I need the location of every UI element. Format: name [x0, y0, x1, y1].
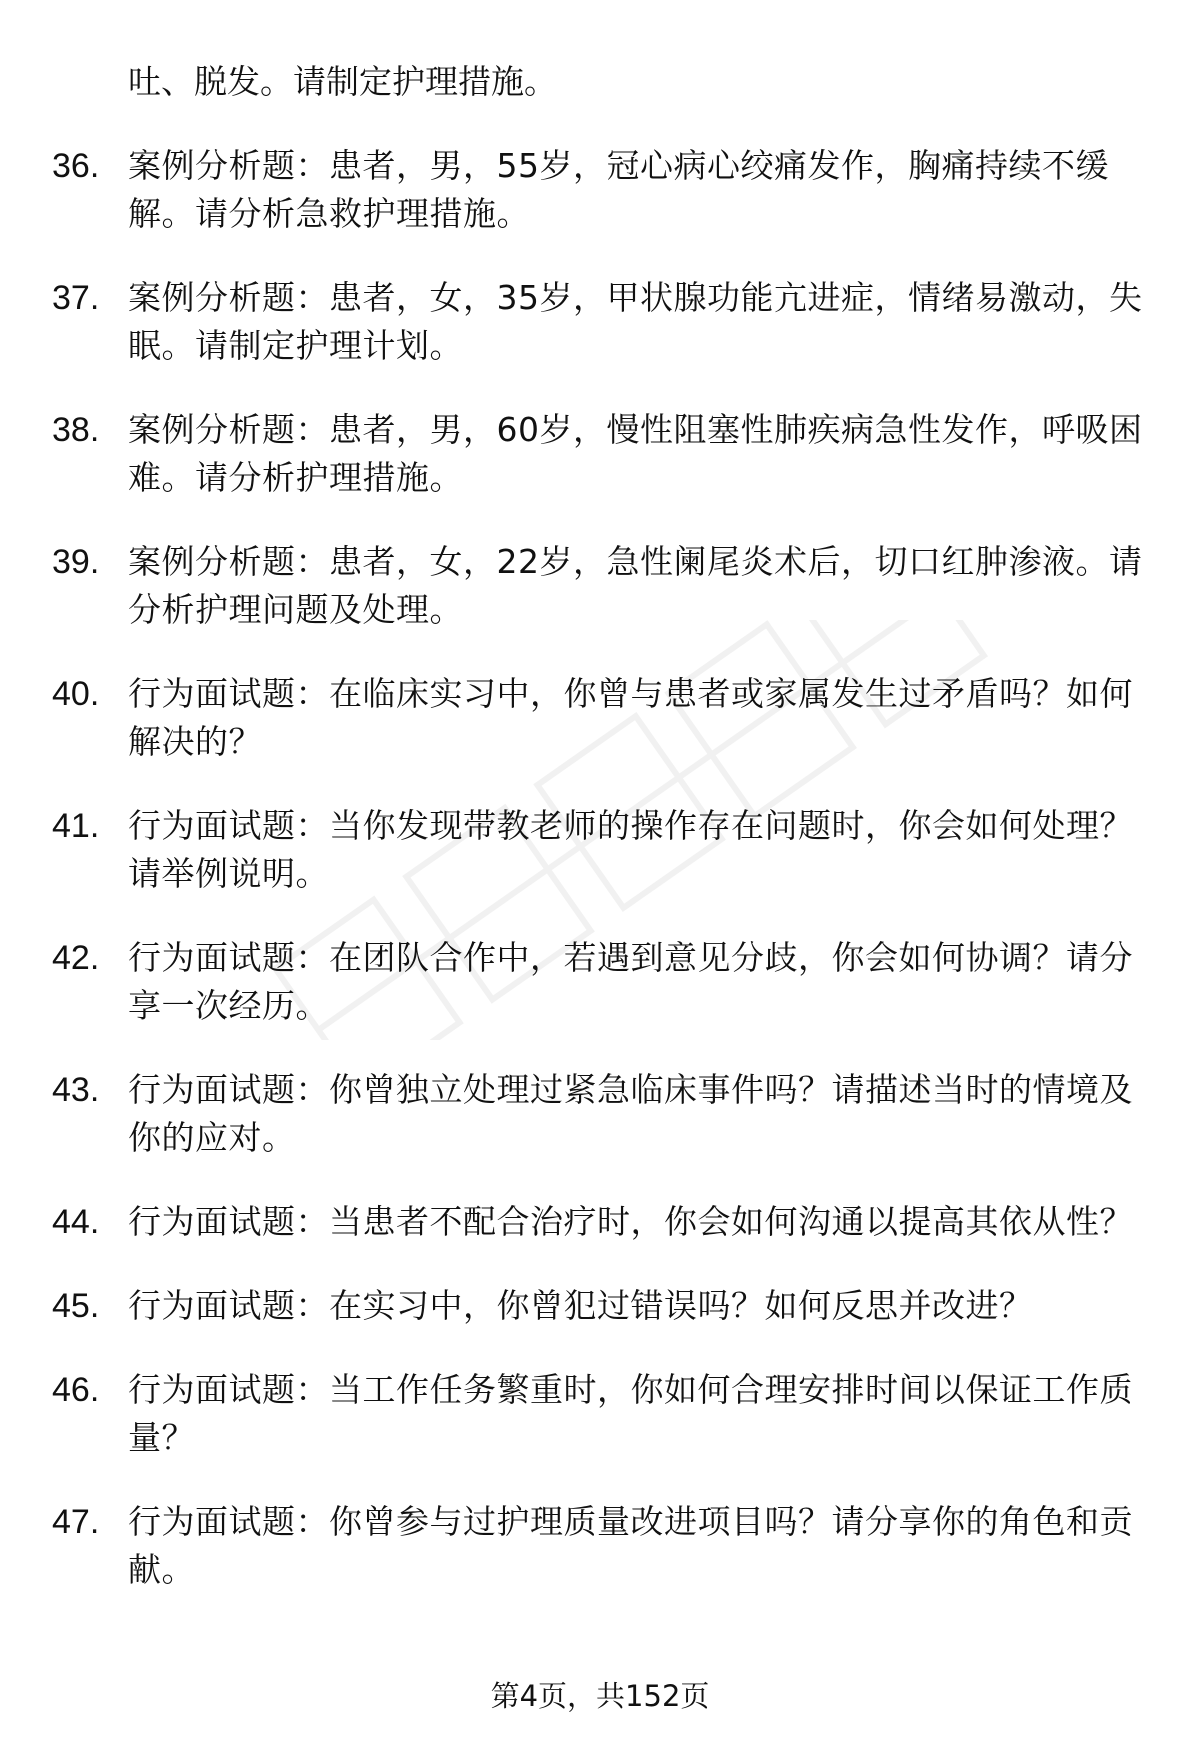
item-number: 36. — [52, 147, 100, 185]
item-number: 45. — [52, 1287, 100, 1325]
list-item — [0, 406, 1200, 502]
list-item — [0, 1366, 1200, 1462]
item-text: 行为面试题：当患者不配合治疗时，你会如何沟通以提高其依从性？ — [128, 1202, 1133, 1241]
item-number: 39. — [52, 543, 100, 581]
item-text: 行为面试题：在实习中，你曾犯过错误吗？如何反思并改进？ — [128, 1286, 1033, 1325]
list-item — [0, 1282, 1200, 1330]
list-item — [0, 670, 1200, 766]
item-text: 行为面试题：你曾参与过护理质量改进项目吗？请分享你的角色和贡献。 — [128, 1502, 1133, 1589]
item-text: 行为面试题：当工作任务繁重时，你如何合理安排时间以保证工作质量？ — [128, 1370, 1133, 1457]
list-item — [0, 1498, 1200, 1594]
item-text: 行为面试题：在团队合作中，若遇到意见分歧，你会如何协调？请分享一次经历。 — [128, 938, 1133, 1025]
question-list — [0, 58, 1200, 1630]
item-number: 46. — [52, 1371, 100, 1409]
list-item — [0, 1066, 1200, 1162]
item-text: 案例分析题：患者，女，22岁，急性阑尾炎术后，切口红肿渗液。请分析护理问题及处理。 — [128, 542, 1143, 629]
item-text: 案例分析题：患者，女，35岁，甲状腺功能亢进症，情绪易激动，失眠。请制定护理计划。 — [128, 278, 1143, 365]
item-text: 案例分析题：患者，男，55岁，冠心病心绞痛发作，胸痛持续不缓解。请分析急救护理措施。 — [128, 146, 1109, 233]
item-number: 38. — [52, 411, 100, 449]
item-number: 44. — [52, 1203, 100, 1241]
list-item — [0, 274, 1200, 370]
continuation-line: 吐、脱发。请制定护理措施。 — [128, 62, 557, 101]
list-item — [0, 142, 1200, 238]
item-text: 行为面试题：当你发现带教老师的操作存在问题时，你会如何处理？请举例说明。 — [128, 806, 1133, 893]
item-number: 40. — [52, 675, 100, 713]
list-item — [0, 1198, 1200, 1246]
list-item — [0, 934, 1200, 1030]
item-text: 行为面试题：在临床实习中，你曾与患者或家属发生过矛盾吗？如何解决的？ — [128, 674, 1133, 761]
list-item — [0, 538, 1200, 634]
item-number: 42. — [52, 939, 100, 977]
item-number: 41. — [52, 807, 100, 845]
page-footer: 第4页，共152页 — [490, 1679, 710, 1713]
list-item — [0, 802, 1200, 898]
item-number: 47. — [52, 1503, 100, 1541]
item-number: 37. — [52, 279, 100, 317]
item-number: 43. — [52, 1071, 100, 1109]
item-text: 行为面试题：你曾独立处理过紧急临床事件吗？请描述当时的情境及你的应对。 — [128, 1070, 1133, 1157]
item-text: 案例分析题：患者，男，60岁，慢性阻塞性肺疾病急性发作，呼吸困难。请分析护理措施。 — [128, 410, 1143, 497]
